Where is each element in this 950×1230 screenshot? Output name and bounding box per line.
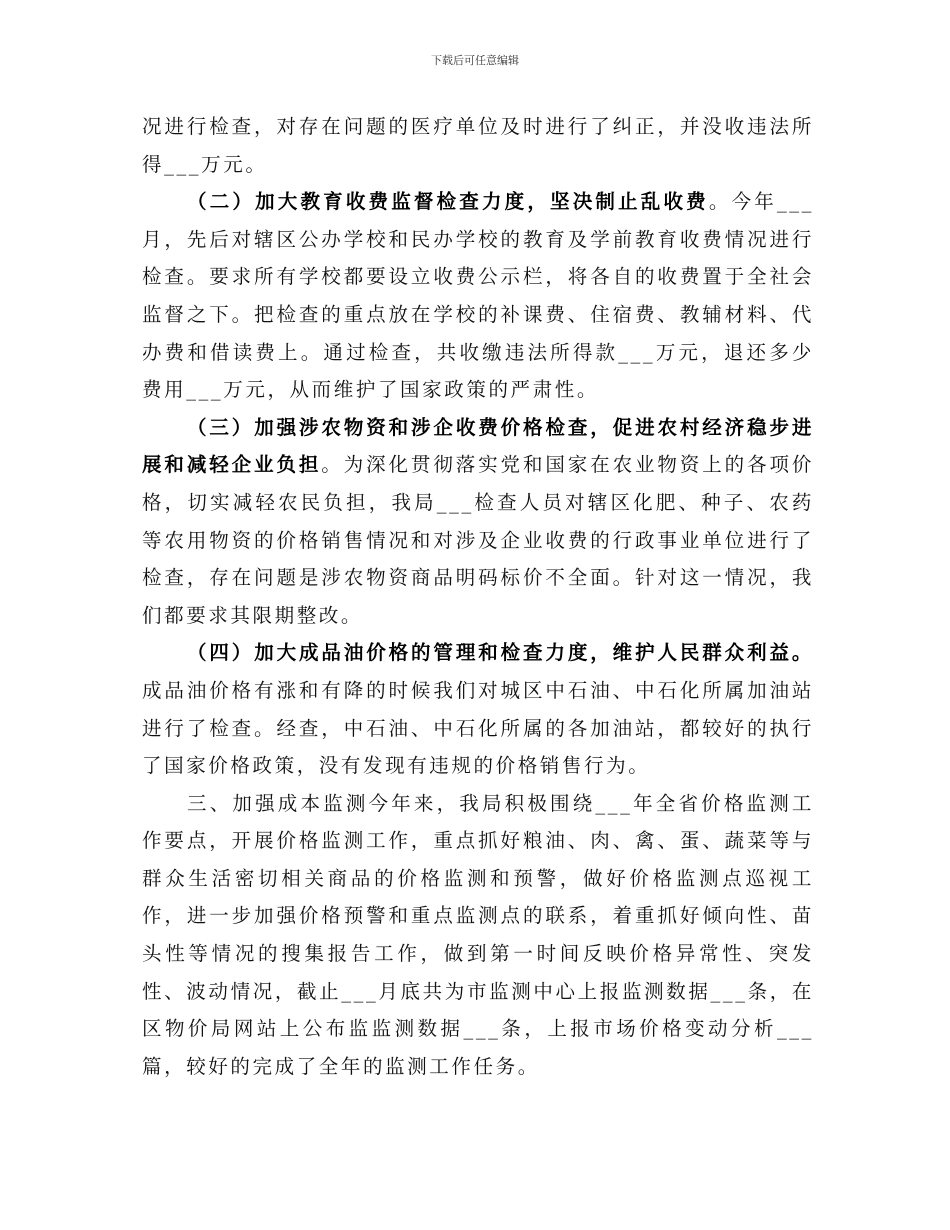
section-heading: （三）加强涉农物资和涉企收费价格检查，促进农村经济稳步进展和减轻企业负担 bbox=[142, 415, 814, 477]
paragraph-education-fees bbox=[142, 183, 814, 409]
document-body bbox=[142, 108, 814, 1085]
paragraph-text: 。今年___月，先后对辖区公办学校和民办学校的教育及学前教育收费情况进行检查。要求所有学校都要设立收费公示栏，将各自的收费置于全社会监督之下。把检查的重点放在学校的补课费、住宿费、教辅材料、代办费和借读费上。通过检查，共收缴违法所得款___万元，退还多少费用___万元，从而维护了国家政策的严肃性。 bbox=[142, 190, 814, 402]
section-heading: （二）加大教育收费监督检查力度，坚决制止乱收费 bbox=[187, 190, 709, 214]
paragraph-text: 三、加强成本监测今年来，我局积极围绕___年全省价格监测工作要点，开展价格监测工作，重点抓好粮油、肉、禽、蛋、蔬菜等与群众生活密切相关商品的价格监测和预警，做好价格监测点巡视工作，进一步加强价格预警和重点监测点的联系，着重抓好倾向性、苗头性等情况的搜集报告工作，做到第一时间反映价格异常性、突发性、波动情况，截止___月底共为市监测中心上报监测数据___条，在区物价局网站上公布监监测数据___条，上报市场价格变动分析___篇，较好的完成了全年的监测工作任务。 bbox=[142, 791, 814, 1078]
paragraph-agricultural-prices bbox=[142, 409, 814, 635]
section-heading: （四）加大成品油价格的管理和检查力度，维护人民群众利益。 bbox=[187, 641, 814, 665]
paragraph-continuation bbox=[142, 108, 814, 183]
paragraph-text: 成品油价格有涨和有降的时候我们对城区中石油、中石化所属加油站进行了检查。经查，中石油、中石化所属的各加油站，都较好的执行了国家价格政策，没有发现有违规的价格销售行为。 bbox=[142, 678, 814, 778]
paragraph-fuel-prices bbox=[142, 634, 814, 784]
paragraph-cost-monitoring bbox=[142, 785, 814, 1086]
page-header: 下载后可任意编辑 bbox=[431, 54, 519, 67]
paragraph-text: 况进行检查，对存在问题的医疗单位及时进行了纠正，并没收违法所得___万元。 bbox=[142, 115, 814, 176]
paragraph-text: 。为深化贯彻落实党和国家在农业物资上的各项价格，切实减轻农民负担，我局___检查人员对辖区化肥、种子、农药等农用物资的价格销售情况和对涉及企业收费的行政事业单位进行了检查，存在问题是涉农物资商品明码标价不全面。针对这一情况，我们都要求其限期整改。 bbox=[142, 453, 814, 627]
